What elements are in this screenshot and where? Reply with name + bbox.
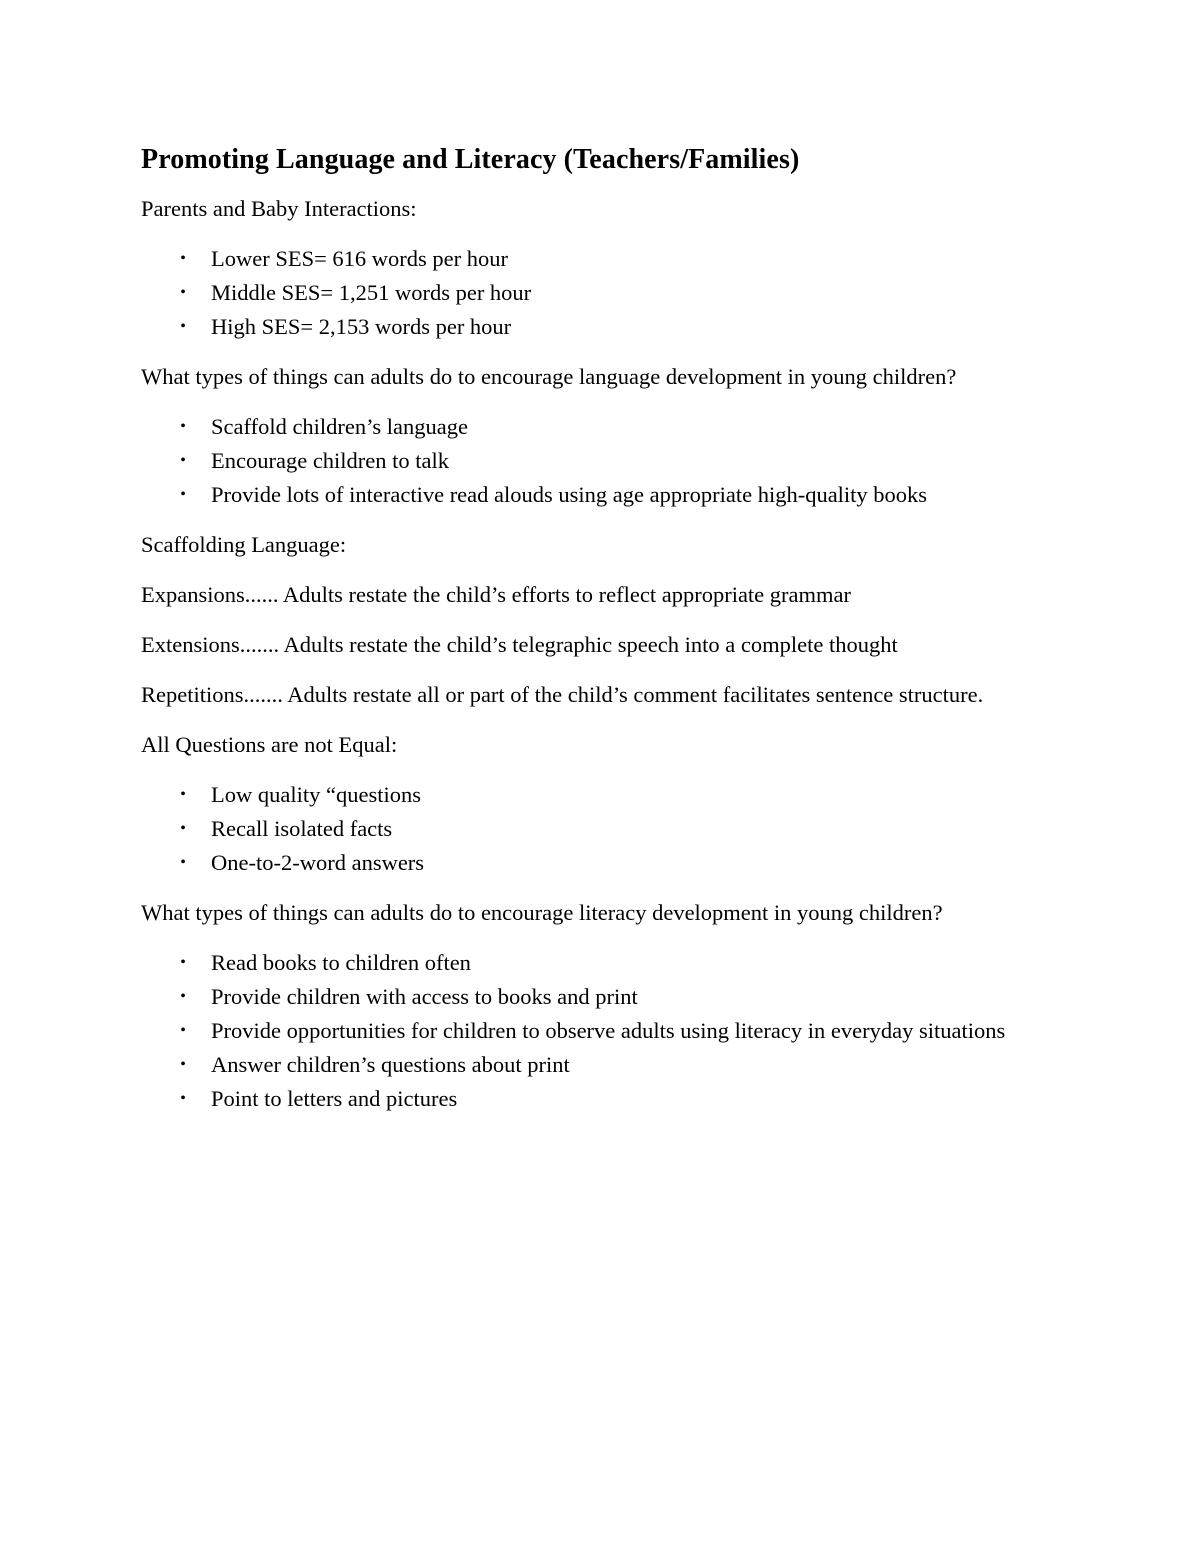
list-item: • Scaffold children’s language xyxy=(211,410,1041,444)
list-item: • Point to letters and pictures xyxy=(211,1082,1041,1116)
list-item: • Middle SES= 1,251 words per hour xyxy=(211,276,1041,310)
bullet-icon: • xyxy=(180,1022,186,1039)
list-item: • Recall isolated facts xyxy=(211,812,1041,846)
literacy-development-list xyxy=(141,946,1041,1116)
bullet-icon: • xyxy=(180,954,186,971)
list-item: • Lower SES= 616 words per hour xyxy=(211,242,1041,276)
scaffolding-heading: Scaffolding Language: xyxy=(141,532,347,557)
bullet-icon: • xyxy=(180,854,186,871)
language-development-list xyxy=(141,410,1041,512)
parents-baby-heading: Parents and Baby Interactions: xyxy=(141,196,417,221)
list-item: • Provide lots of interactive read alouds using age appropriate high-quality books xyxy=(211,478,1041,512)
questions-heading: All Questions are not Equal: xyxy=(141,732,398,757)
list-item: • Low quality “questions xyxy=(211,778,1041,812)
document-page xyxy=(141,142,1041,1132)
bullet-icon: • xyxy=(180,1090,186,1107)
bullet-icon: • xyxy=(180,250,186,267)
list-item: • Answer children’s questions about print xyxy=(211,1048,1041,1082)
extensions-paragraph: Extensions....... Adults restate the child’s telegraphic speech into a complete thought xyxy=(141,632,898,657)
literacy-development-question: What types of things can adults do to encourage literacy development in young children? xyxy=(141,900,943,925)
bullet-icon: • xyxy=(180,318,186,335)
document-title: Promoting Language and Literacy (Teachers/Families) xyxy=(141,144,800,175)
list-item: • Provide opportunities for children to observe adults using literacy in everyday situations xyxy=(211,1014,1041,1048)
list-item: • One-to-2-word answers xyxy=(211,846,1041,880)
list-item: • Read books to children often xyxy=(211,946,1041,980)
bullet-icon: • xyxy=(180,786,186,803)
bullet-icon: • xyxy=(180,418,186,435)
list-item: • Provide children with access to books and print xyxy=(211,980,1041,1014)
bullet-icon: • xyxy=(180,820,186,837)
bullet-icon: • xyxy=(180,486,186,503)
bullet-icon: • xyxy=(180,1056,186,1073)
bullet-icon: • xyxy=(180,988,186,1005)
bullet-icon: • xyxy=(180,284,186,301)
questions-list xyxy=(141,778,1041,880)
repetitions-paragraph: Repetitions....... Adults restate all or part of the child’s comment facilitates sentence structure. xyxy=(141,682,984,707)
expansions-paragraph: Expansions...... Adults restate the child’s efforts to reflect appropriate grammar xyxy=(141,582,852,607)
list-item: • High SES= 2,153 words per hour xyxy=(211,310,1041,344)
ses-word-list xyxy=(141,242,1041,344)
list-item: • Encourage children to talk xyxy=(211,444,1041,478)
language-development-question: What types of things can adults do to encourage language development in young children? xyxy=(141,364,957,389)
bullet-icon: • xyxy=(180,452,186,469)
